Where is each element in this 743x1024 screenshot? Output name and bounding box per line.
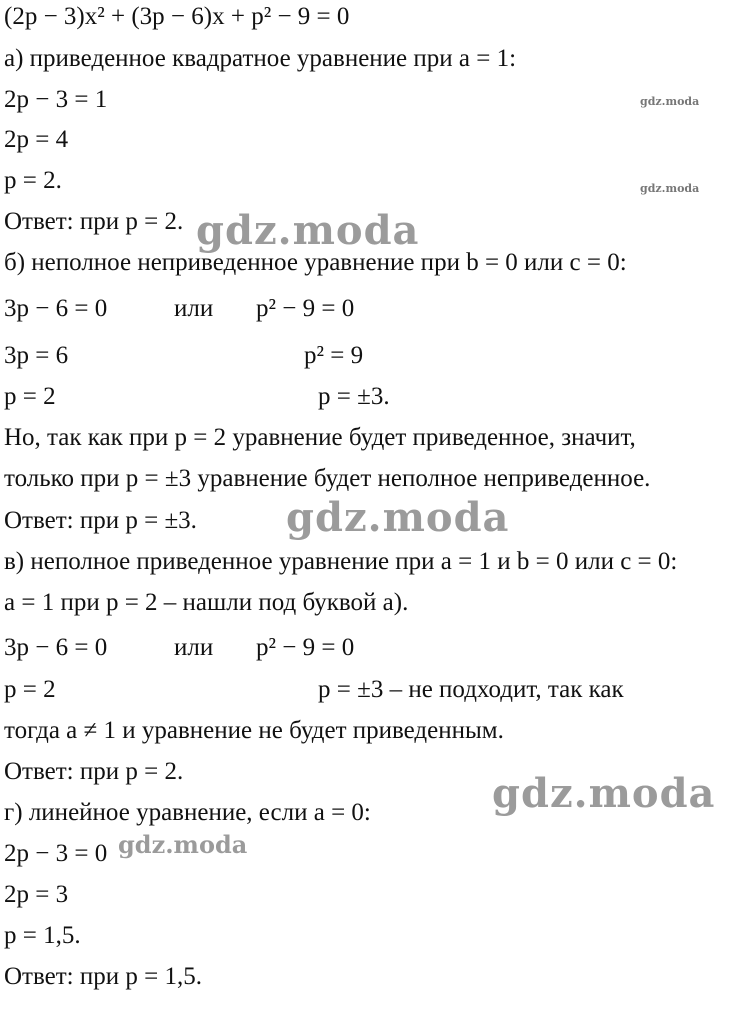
part-g-heading: г) линейное уравнение, если a = 0:: [4, 799, 371, 826]
part-b-or-word: или: [174, 295, 214, 322]
watermark-small-2: gdz.moda: [640, 182, 700, 195]
part-v-reference: a = 1 при p = 2 – нашли под буквой а).: [4, 589, 409, 616]
part-v-answer: Ответ: при p = 2.: [4, 758, 184, 785]
part-v-note: тогда a ≠ 1 и уравнение не будет приведенным.: [4, 717, 504, 744]
part-b-step-left-1: 3p = 6: [4, 342, 69, 369]
watermark-big-2: gdz.moda: [286, 494, 510, 541]
equation-line: (2p − 3)x² + (3p − 6)x + p² − 9 = 0: [4, 3, 350, 30]
part-v-eq-right: p² − 9 = 0: [256, 634, 355, 661]
part-a-step-1: 2p − 3 = 1: [4, 86, 108, 113]
part-b-eq-left: 3p − 6 = 0: [4, 295, 108, 322]
watermark-small-1: gdz.moda: [640, 95, 700, 108]
part-v-heading: в) неполное приведенное уравнение при a = 1 и b = 0 или c = 0:: [4, 548, 678, 575]
part-v-step-right: p = ±3 – не подходит, так как: [318, 676, 624, 703]
part-g-step-3: p = 1,5.: [4, 922, 81, 949]
part-b-step-right-1: p² = 9: [304, 342, 364, 369]
part-v-step-left: p = 2: [4, 676, 56, 703]
watermark-big-1: gdz.moda: [196, 207, 420, 254]
part-g-step-1: 2p − 3 = 0: [4, 840, 108, 867]
part-a-step-3: p = 2.: [4, 167, 62, 194]
watermark-big-3: gdz.moda: [492, 770, 716, 817]
part-v-or-word: или: [174, 634, 214, 661]
part-b-note-2: только при p = ±3 уравнение будет неполное неприведенное.: [4, 465, 651, 492]
part-g-step-2: 2p = 3: [4, 881, 69, 908]
part-b-step-right-2: p = ±3.: [318, 383, 390, 410]
part-b-answer: Ответ: при p = ±3.: [4, 507, 197, 534]
part-b-heading: б) неполное неприведенное уравнение при b = 0 или c = 0:: [4, 249, 627, 276]
part-a-answer: Ответ: при p = 2.: [4, 208, 184, 235]
part-g-answer: Ответ: при p = 1,5.: [4, 963, 202, 990]
part-b-eq-right: p² − 9 = 0: [256, 295, 355, 322]
part-a-heading: а) приведенное квадратное уравнение при a = 1:: [4, 45, 517, 72]
watermark-mid: gdz.moda: [118, 830, 248, 859]
part-v-eq-left: 3p − 6 = 0: [4, 634, 108, 661]
part-a-step-2: 2p = 4: [4, 126, 69, 153]
part-b-step-left-2: p = 2: [4, 383, 56, 410]
part-b-note-1: Но, так как при p = 2 уравнение будет приведенное, значит,: [4, 424, 636, 451]
